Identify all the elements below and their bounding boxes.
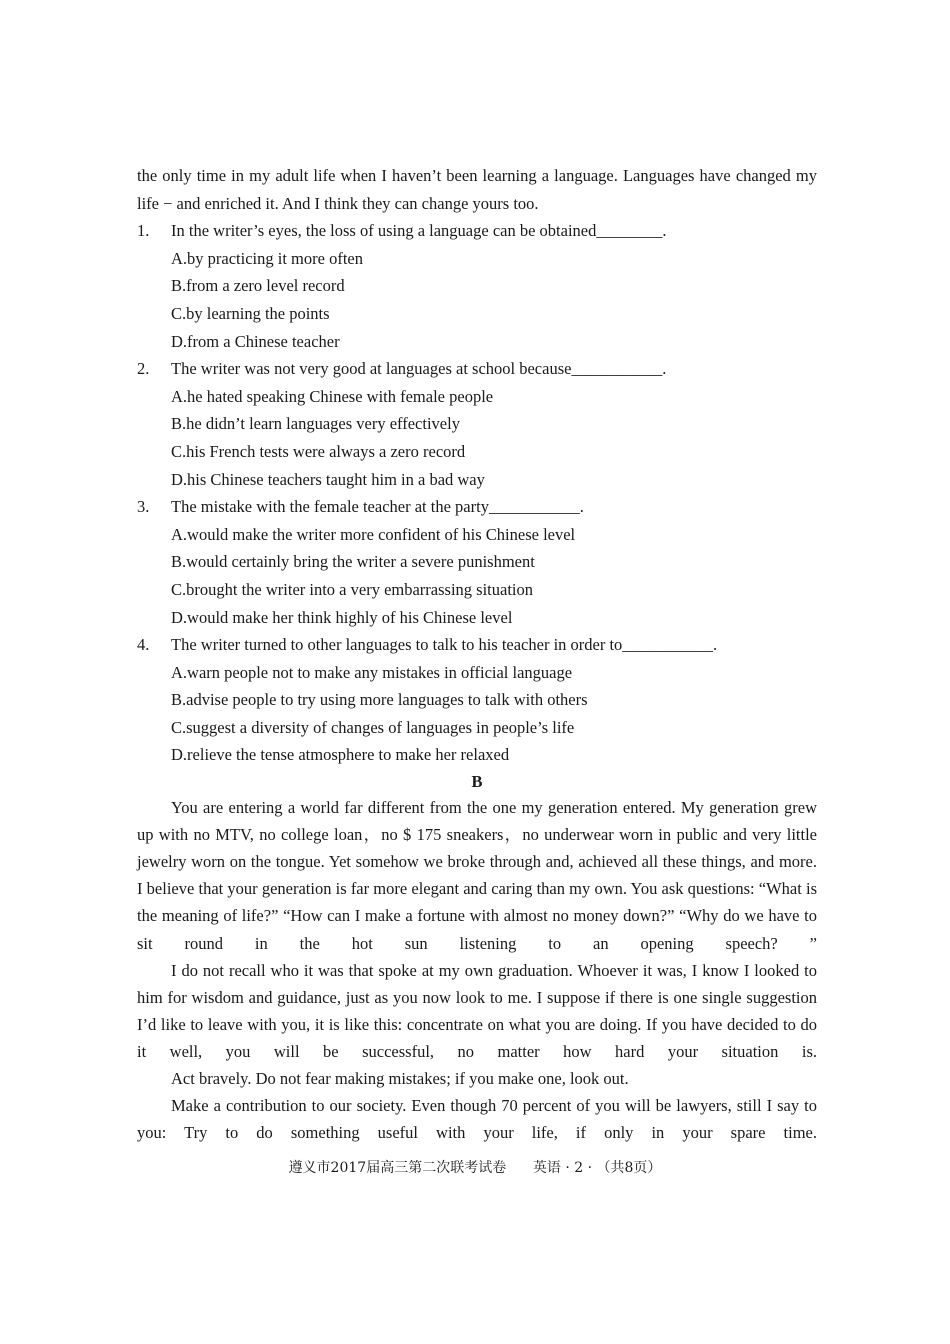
option-1b: B.from a zero level record <box>171 276 345 296</box>
option-3d: D.would make her think highly of his Chinese level <box>171 607 513 627</box>
intro-line-2: life − and enriched it. And I think they can change yours too. <box>137 193 539 213</box>
option-3a: A.would make the writer more confident of his Chinese level <box>171 524 576 544</box>
section-b-paragraph-1: You are entering a world far different from the one my generation entered. My generation grew up with no MTV, no college loan，no $ 175 sneakers，no underwear worn in public and very little jewelry worn on the tongue. Yet somehow we broke through and, achieved all these things, and more. I believe that your generation is far more elegant and caring than my own. You ask questions: “What is the meaning of life?” “How can I make a fortune with almost no money down?” “Why do we have to sit round in the hot sun listening to an opening speech? ” <box>137 798 817 953</box>
option-2a: A.he hated speaking Chinese with female people <box>171 386 494 406</box>
option-3b: B.would certainly bring the writer a severe punishment <box>171 552 535 572</box>
section-b-paragraph-4: Make a contribution to our society. Even though 70 percent of you will be lawyers, still I say to you: Try to do something useful with your life, if only in your spare time. <box>137 1096 817 1143</box>
question-stem: In the writer’s eyes, the loss of using a language can be obtained________. <box>171 221 667 241</box>
section-b-paragraph-2: I do not recall who it was that spoke at my own graduation. Whoever it was, I know I looked to him for wisdom and guidance, just as you now look to me. I suppose if there is one single suggestion I’d like to leave with you, it is like this: concentrate on what you are doing. If you have decided to do it well, you will be successful, no matter how hard your situation is. <box>137 960 817 1061</box>
question-2 <box>137 355 817 383</box>
option-2b: B.he didn’t learn languages very effectively <box>171 414 460 434</box>
option-4d: D.relieve the tense atmosphere to make her relaxed <box>171 745 510 765</box>
option-1d: D.from a Chinese teacher <box>171 331 340 351</box>
option-4c: C.suggest a diversity of changes of languages in people’s life <box>171 717 575 737</box>
option-2d: D.his Chinese teachers taught him in a bad way <box>171 469 485 489</box>
question-3 <box>137 493 817 521</box>
question-number: 2. <box>137 359 150 379</box>
exam-title: 遵义市2017届高三第二次联考试卷 <box>288 1160 507 1176</box>
question-4 <box>137 631 817 659</box>
option-3c: C.brought the writer into a very embarrassing situation <box>171 579 534 599</box>
question-stem: The writer was not very good at languages at school because___________. <box>171 359 667 379</box>
option-4a: A.warn people not to make any mistakes in official language <box>171 662 573 682</box>
question-1 <box>137 217 817 245</box>
question-stem: The writer turned to other languages to talk to his teacher in order to___________. <box>171 635 718 655</box>
question-stem: The mistake with the female teacher at the party___________. <box>171 497 584 517</box>
page-number: 英语 · 2 · （共8页） <box>532 1160 662 1176</box>
section-b-paragraph-3: Act bravely. Do not fear making mistakes; if you make one, look out. <box>171 1069 629 1088</box>
question-number: 1. <box>137 221 150 241</box>
question-number: 4. <box>137 635 150 655</box>
question-number: 3. <box>137 497 150 517</box>
option-1c: C.by learning the points <box>171 303 330 323</box>
intro-line-1: the only time in my adult life when I haven’t been learning a language. Languages have changed my <box>137 166 817 185</box>
page-content <box>137 162 817 1146</box>
page-footer <box>0 1157 950 1177</box>
section-b-title: B <box>471 772 483 792</box>
option-4b: B.advise people to try using more languages to talk with others <box>171 690 588 710</box>
option-2c: C.his French tests were always a zero record <box>171 441 466 461</box>
option-1a: A.by practicing it more often <box>171 248 363 268</box>
